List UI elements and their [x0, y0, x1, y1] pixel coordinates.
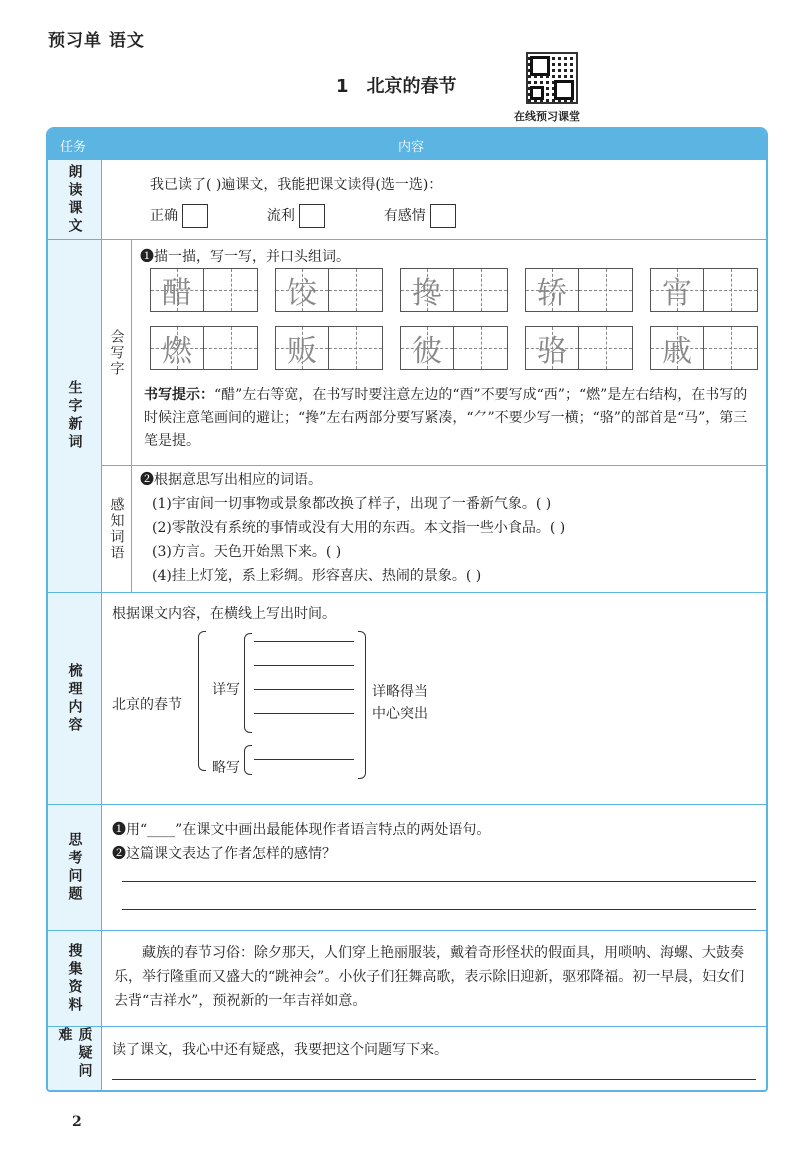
row-question	[48, 1026, 766, 1092]
row-outline	[48, 592, 766, 804]
lesson-title	[336, 72, 457, 98]
header-task: 任务	[60, 140, 87, 155]
brace-detailed	[244, 633, 252, 733]
char-box[interactable]: 燃	[150, 326, 258, 370]
option-fluent-label: 流利	[266, 208, 295, 224]
brace-root	[198, 631, 206, 771]
qr-label: 在线预习课堂	[514, 110, 580, 123]
option-correct-box[interactable]	[182, 204, 208, 228]
lesson-name: 北京的春节	[366, 76, 457, 97]
char-box[interactable]: 轿	[525, 268, 633, 312]
char-box[interactable]: 饺	[275, 268, 383, 312]
option-fluent-box[interactable]	[299, 204, 325, 228]
row-characters	[48, 239, 766, 592]
perceive-item-1[interactable]: (1)宇宙间一切事物或景象都改换了样子，出现了一番新气象。( )	[152, 496, 552, 512]
question-text: 读了课文，我心中还有疑惑，我要把这个问题写下来。	[112, 1042, 448, 1058]
category-reading: 朗读课文	[48, 160, 102, 239]
thinking-q2: ❷这篇课文表达了作者怎样的感情？	[112, 846, 336, 862]
reading-options	[150, 204, 456, 228]
category-collect: 搜集资料	[48, 931, 102, 1026]
header-content: 内容	[398, 140, 425, 155]
answer-line[interactable]	[254, 759, 354, 760]
char-box[interactable]: 骆	[525, 326, 633, 370]
write-section	[102, 240, 766, 465]
outline-instruction: 根据课文内容，在横线上写出时间。	[112, 606, 336, 622]
outline-result-1: 详略得当	[372, 684, 428, 700]
char-box[interactable]: 搀	[400, 268, 508, 312]
thinking-q1: ❶用“____”在课文中画出最能体现作者语言特点的两处语句。	[112, 822, 491, 838]
outline-root: 北京的春节	[112, 697, 182, 713]
option-correct-label: 正确	[150, 208, 178, 224]
writing-tip: 书写提示：“醋”左右等宽，在书写时要注意左边的“酉”不要写成“西”；“燃”是左右结构，在书写的时候注意笔画间的避让；“搀”左右两部分要写紧凑，“⺈”不要少写一横；“骆”的部首是“马”，第三笔是提。	[144, 387, 748, 449]
answer-line[interactable]	[122, 909, 756, 910]
option-emotion-label: 有感情	[383, 208, 426, 224]
perceive-item-4[interactable]: (4)挂上灯笼，系上彩绸。形容喜庆、热闹的景象。( )	[152, 568, 482, 584]
outline-detailed: 详写	[212, 682, 240, 698]
write-instruction: ❶描一描，写一写，并口头组词。	[140, 249, 350, 265]
category-outline: 梳理内容	[48, 593, 102, 804]
perceive-section	[102, 465, 766, 593]
lesson-number: 1	[336, 76, 349, 97]
reading-prompt: 我已读了( )遍课文，我能把课文读得(选一选)：	[150, 177, 443, 193]
category-question: 质疑问难	[48, 1027, 102, 1092]
row-thinking	[48, 804, 766, 930]
worksheet-table	[46, 127, 768, 1092]
option-emotion-box[interactable]	[430, 204, 456, 228]
category-thinking: 思考问题	[48, 805, 102, 930]
perceive-instruction: ❷根据意思写出相应的词语。	[140, 472, 322, 488]
answer-line[interactable]	[112, 1079, 756, 1080]
char-box[interactable]: 宵	[650, 268, 758, 312]
outline-brief: 略写	[212, 760, 240, 776]
row-reading	[48, 159, 766, 239]
char-box[interactable]: 戚	[650, 326, 758, 370]
char-box[interactable]: 贩	[275, 326, 383, 370]
char-box[interactable]: 醋	[150, 268, 258, 312]
brace-brief	[244, 745, 252, 775]
answer-line[interactable]	[122, 881, 756, 882]
qr-code-icon[interactable]	[526, 52, 578, 104]
subject-header: 预习单 语文	[48, 31, 145, 51]
char-box[interactable]: 彼	[400, 326, 508, 370]
answer-line[interactable]	[254, 665, 354, 666]
table-header	[48, 129, 766, 159]
perceive-item-3[interactable]: (3)方言。天色开始黑下来。( )	[152, 544, 342, 560]
perceive-item-2[interactable]: (2)零散没有系统的事情或没有大用的东西。本文指一些小食品。( )	[152, 520, 566, 536]
category-characters: 生字新词	[48, 240, 102, 592]
subcategory-perceive: 感知词语	[102, 465, 132, 593]
answer-line[interactable]	[254, 713, 354, 714]
row-collect	[48, 930, 766, 1026]
answer-line[interactable]	[254, 641, 354, 642]
answer-line[interactable]	[254, 689, 354, 690]
brace-result	[358, 631, 366, 779]
collect-text: 藏族的春节习俗：除夕那天，人们穿上艳丽服装，戴着奇形怪状的假面具，用唢呐、海螺、大鼓奏乐，举行隆重而又盛大的“跳神会”。小伙子们狂舞高歌，表示除旧迎新，驱邪降福。初一早晨，妇女们去背“吉祥水”，预祝新的一年吉祥如意。	[114, 945, 745, 1009]
page-number: 2	[72, 1114, 82, 1130]
outline-result-2: 中心突出	[372, 706, 428, 722]
subcategory-write: 会写字	[102, 240, 132, 465]
